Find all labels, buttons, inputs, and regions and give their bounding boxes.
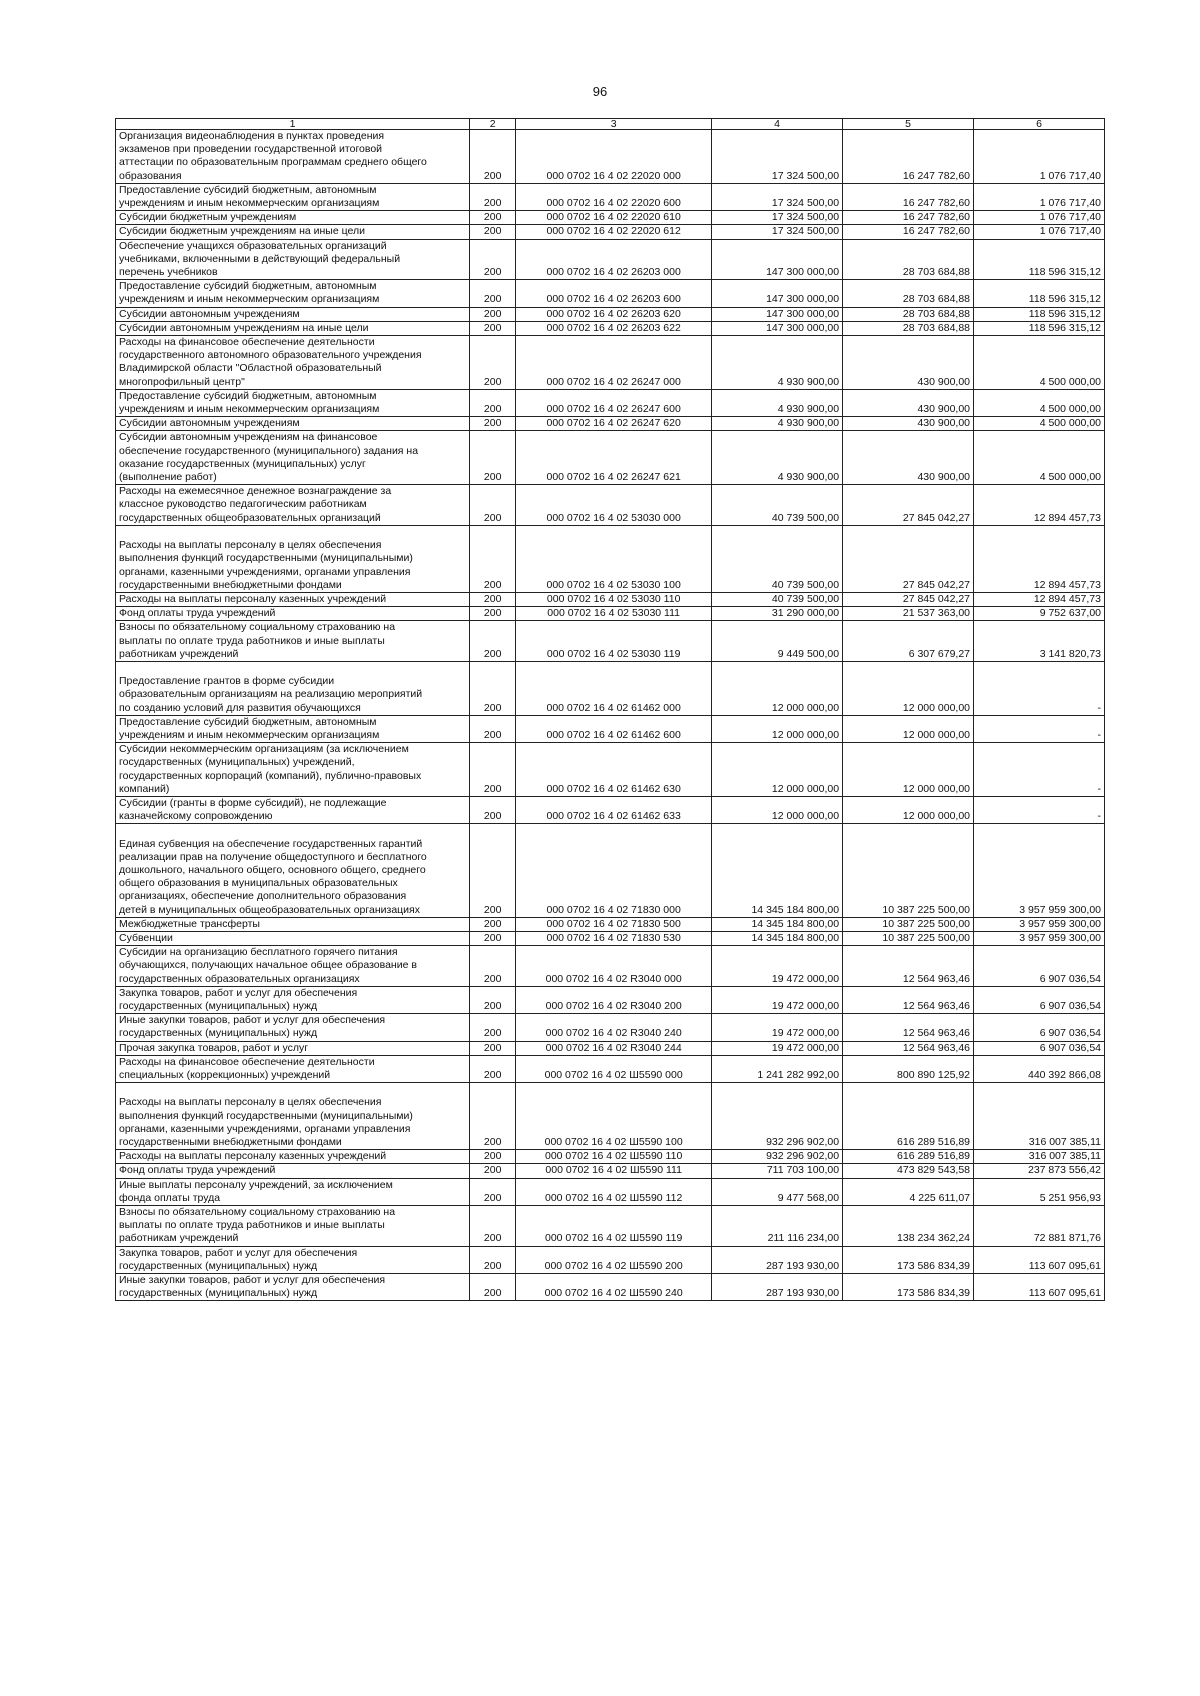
planned-amount-cell: 4 930 900,00 bbox=[712, 417, 843, 431]
planned-amount-cell: 287 193 930,00 bbox=[712, 1274, 843, 1301]
unexecuted-amount-cell: 6 907 036,54 bbox=[974, 1014, 1105, 1041]
table-row bbox=[116, 607, 1105, 621]
executed-amount-cell: 27 845 042,27 bbox=[843, 592, 974, 606]
unexecuted-amount-cell: 316 007 385,11 bbox=[974, 1083, 1105, 1150]
unexecuted-amount-cell: - bbox=[974, 796, 1105, 823]
budget-code-cell: 000 0702 16 4 02 53030 111 bbox=[516, 607, 712, 621]
executed-amount-cell: 10 387 225 500,00 bbox=[843, 824, 974, 917]
table-row bbox=[116, 986, 1105, 1013]
table-row bbox=[116, 389, 1105, 416]
executed-amount-cell: 21 537 363,00 bbox=[843, 607, 974, 621]
table-row bbox=[116, 431, 1105, 485]
budget-code-cell: 000 0702 16 4 02 26203 622 bbox=[516, 321, 712, 335]
admin-code-cell: 200 bbox=[470, 917, 516, 931]
budget-code-cell: 000 0702 16 4 02 R3040 200 bbox=[516, 986, 712, 1013]
row-name-cell: Предоставление субсидий бюджетным, автономным учреждениям и иным некоммерческим организациям bbox=[116, 280, 470, 307]
table-row bbox=[116, 661, 1105, 715]
table-row bbox=[116, 796, 1105, 823]
table-row bbox=[116, 130, 1105, 184]
table-row bbox=[116, 1206, 1105, 1247]
planned-amount-cell: 147 300 000,00 bbox=[712, 321, 843, 335]
row-name-cell: Расходы на выплаты персоналу в целях обеспечения выполнения функций государственными (муниципальными) органами, казенными учреждениями, органами управления государственными внебюджетными фондами bbox=[116, 1083, 470, 1150]
admin-code-cell: 200 bbox=[470, 485, 516, 526]
budget-code-cell: 000 0702 16 4 02 26247 000 bbox=[516, 336, 712, 390]
executed-amount-cell: 173 586 834,39 bbox=[843, 1246, 974, 1273]
row-name-cell: Фонд оплаты труда учреждений bbox=[116, 607, 470, 621]
planned-amount-cell: 1 241 282 992,00 bbox=[712, 1055, 843, 1082]
unexecuted-amount-cell: 4 500 000,00 bbox=[974, 336, 1105, 390]
planned-amount-cell: 17 324 500,00 bbox=[712, 183, 843, 210]
executed-amount-cell: 27 845 042,27 bbox=[843, 525, 974, 592]
header-cell-2: 2 bbox=[470, 119, 516, 130]
row-name-cell: Расходы на финансовое обеспечение деятельности государственного автономного образовательного учреждения Владимирской области "Областной образовательный многопрофильный центр" bbox=[116, 336, 470, 390]
table-row bbox=[116, 417, 1105, 431]
executed-amount-cell: 473 829 543,58 bbox=[843, 1164, 974, 1178]
budget-code-cell: 000 0702 16 4 02 R3040 000 bbox=[516, 946, 712, 987]
table-row bbox=[116, 946, 1105, 987]
unexecuted-amount-cell: 12 894 457,73 bbox=[974, 485, 1105, 526]
planned-amount-cell: 17 324 500,00 bbox=[712, 130, 843, 184]
table-row bbox=[116, 931, 1105, 945]
row-name-cell: Субсидии автономным учреждениям bbox=[116, 307, 470, 321]
table-row bbox=[116, 225, 1105, 239]
table-row bbox=[116, 1246, 1105, 1273]
planned-amount-cell: 19 472 000,00 bbox=[712, 1014, 843, 1041]
admin-code-cell: 200 bbox=[470, 1206, 516, 1247]
admin-code-cell: 200 bbox=[470, 592, 516, 606]
budget-code-cell: 000 0702 16 4 02 22020 610 bbox=[516, 211, 712, 225]
budget-code-cell: 000 0702 16 4 02 26203 600 bbox=[516, 280, 712, 307]
budget-code-cell: 000 0702 16 4 02 53030 000 bbox=[516, 485, 712, 526]
unexecuted-amount-cell: 4 500 000,00 bbox=[974, 389, 1105, 416]
budget-code-cell: 000 0702 16 4 02 Ш5590 100 bbox=[516, 1083, 712, 1150]
budget-code-cell: 000 0702 16 4 02 Ш5590 200 bbox=[516, 1246, 712, 1273]
planned-amount-cell: 14 345 184 800,00 bbox=[712, 824, 843, 917]
budget-code-cell: 000 0702 16 4 02 61462 600 bbox=[516, 715, 712, 742]
row-name-cell: Расходы на ежемесячное денежное вознаграждение за классное руководство педагогическим работникам государственных общеобразовательных организаций bbox=[116, 485, 470, 526]
executed-amount-cell: 6 307 679,27 bbox=[843, 621, 974, 662]
unexecuted-amount-cell: 12 894 457,73 bbox=[974, 592, 1105, 606]
row-name-cell: Единая субвенция на обеспечение государственных гарантий реализации прав на получение общедоступного и бесплатного дошкольного, начального общего, основного общего, среднего общего образования в муниципальных образовательных организациях, обеспечение дополнительного образования детей в муниципальных общеобразовательных организациях bbox=[116, 824, 470, 917]
row-name-cell: Субсидии автономным учреждениям bbox=[116, 417, 470, 431]
admin-code-cell: 200 bbox=[470, 307, 516, 321]
budget-code-cell: 000 0702 16 4 02 61462 630 bbox=[516, 743, 712, 797]
executed-amount-cell: 12 564 963,46 bbox=[843, 946, 974, 987]
admin-code-cell: 200 bbox=[470, 621, 516, 662]
budget-code-cell: 000 0702 16 4 02 R3040 244 bbox=[516, 1041, 712, 1055]
planned-amount-cell: 147 300 000,00 bbox=[712, 239, 843, 280]
planned-amount-cell: 12 000 000,00 bbox=[712, 715, 843, 742]
budget-code-cell: 000 0702 16 4 02 71830 530 bbox=[516, 931, 712, 945]
row-name-cell: Иные закупки товаров, работ и услуг для обеспечения государственных (муниципальных) нужд bbox=[116, 1274, 470, 1301]
admin-code-cell: 200 bbox=[470, 431, 516, 485]
planned-amount-cell: 147 300 000,00 bbox=[712, 307, 843, 321]
executed-amount-cell: 430 900,00 bbox=[843, 336, 974, 390]
planned-amount-cell: 12 000 000,00 bbox=[712, 661, 843, 715]
executed-amount-cell: 12 000 000,00 bbox=[843, 661, 974, 715]
unexecuted-amount-cell: 316 007 385,11 bbox=[974, 1150, 1105, 1164]
executed-amount-cell: 4 225 611,07 bbox=[843, 1178, 974, 1205]
planned-amount-cell: 14 345 184 800,00 bbox=[712, 917, 843, 931]
row-name-cell: Закупка товаров, работ и услуг для обеспечения государственных (муниципальных) нужд bbox=[116, 1246, 470, 1273]
unexecuted-amount-cell: 1 076 717,40 bbox=[974, 225, 1105, 239]
unexecuted-amount-cell: 3 141 820,73 bbox=[974, 621, 1105, 662]
row-name-cell: Расходы на выплаты персоналу казенных учреждений bbox=[116, 1150, 470, 1164]
budget-code-cell: 000 0702 16 4 02 61462 633 bbox=[516, 796, 712, 823]
executed-amount-cell: 12 000 000,00 bbox=[843, 743, 974, 797]
table-row bbox=[116, 743, 1105, 797]
executed-amount-cell: 430 900,00 bbox=[843, 417, 974, 431]
executed-amount-cell: 12 564 963,46 bbox=[843, 986, 974, 1013]
table-row bbox=[116, 183, 1105, 210]
planned-amount-cell: 19 472 000,00 bbox=[712, 946, 843, 987]
admin-code-cell: 200 bbox=[470, 1246, 516, 1273]
unexecuted-amount-cell: 118 596 315,12 bbox=[974, 321, 1105, 335]
admin-code-cell: 200 bbox=[470, 986, 516, 1013]
unexecuted-amount-cell: 6 907 036,54 bbox=[974, 986, 1105, 1013]
table-row bbox=[116, 1178, 1105, 1205]
planned-amount-cell: 4 930 900,00 bbox=[712, 389, 843, 416]
admin-code-cell: 200 bbox=[470, 1041, 516, 1055]
admin-code-cell: 200 bbox=[470, 661, 516, 715]
budget-code-cell: 000 0702 16 4 02 Ш5590 112 bbox=[516, 1178, 712, 1205]
row-name-cell: Субсидии некоммерческим организациям (за исключением государственных (муниципальных) учреждений, государственных корпораций (компаний), публично-правовых компаний) bbox=[116, 743, 470, 797]
planned-amount-cell: 31 290 000,00 bbox=[712, 607, 843, 621]
table-row bbox=[116, 321, 1105, 335]
planned-amount-cell: 711 703 100,00 bbox=[712, 1164, 843, 1178]
budget-code-cell: 000 0702 16 4 02 26247 620 bbox=[516, 417, 712, 431]
planned-amount-cell: 9 477 568,00 bbox=[712, 1178, 843, 1205]
executed-amount-cell: 800 890 125,92 bbox=[843, 1055, 974, 1082]
executed-amount-cell: 430 900,00 bbox=[843, 389, 974, 416]
budget-code-cell: 000 0702 16 4 02 61462 000 bbox=[516, 661, 712, 715]
unexecuted-amount-cell: - bbox=[974, 743, 1105, 797]
budget-code-cell: 000 0702 16 4 02 26203 000 bbox=[516, 239, 712, 280]
executed-amount-cell: 28 703 684,88 bbox=[843, 280, 974, 307]
executed-amount-cell: 173 586 834,39 bbox=[843, 1274, 974, 1301]
admin-code-cell: 200 bbox=[470, 389, 516, 416]
budget-code-cell: 000 0702 16 4 02 26247 621 bbox=[516, 431, 712, 485]
budget-code-cell: 000 0702 16 4 02 Ш5590 111 bbox=[516, 1164, 712, 1178]
admin-code-cell: 200 bbox=[470, 1083, 516, 1150]
budget-code-cell: 000 0702 16 4 02 53030 100 bbox=[516, 525, 712, 592]
table-row bbox=[116, 824, 1105, 917]
table-row bbox=[116, 307, 1105, 321]
planned-amount-cell: 12 000 000,00 bbox=[712, 743, 843, 797]
unexecuted-amount-cell: 3 957 959 300,00 bbox=[974, 824, 1105, 917]
column-number-header-row bbox=[116, 119, 1105, 130]
header-cell-3: 3 bbox=[516, 119, 712, 130]
table-row bbox=[116, 336, 1105, 390]
row-name-cell: Расходы на выплаты персоналу в целях обеспечения выполнения функций государственными (муниципальными) органами, казенными учреждениями, органами управления государственными внебюджетными фондами bbox=[116, 525, 470, 592]
unexecuted-amount-cell: - bbox=[974, 715, 1105, 742]
row-name-cell: Субсидии бюджетным учреждениям на иные цели bbox=[116, 225, 470, 239]
admin-code-cell: 200 bbox=[470, 931, 516, 945]
row-name-cell: Предоставление субсидий бюджетным, автономным учреждениям и иным некоммерческим организациям bbox=[116, 389, 470, 416]
admin-code-cell: 200 bbox=[470, 239, 516, 280]
admin-code-cell: 200 bbox=[470, 715, 516, 742]
table-row bbox=[116, 715, 1105, 742]
executed-amount-cell: 12 000 000,00 bbox=[843, 715, 974, 742]
executed-amount-cell: 28 703 684,88 bbox=[843, 321, 974, 335]
planned-amount-cell: 4 930 900,00 bbox=[712, 336, 843, 390]
executed-amount-cell: 616 289 516,89 bbox=[843, 1083, 974, 1150]
budget-code-cell: 000 0702 16 4 02 22020 600 bbox=[516, 183, 712, 210]
budget-code-cell: 000 0702 16 4 02 71830 500 bbox=[516, 917, 712, 931]
unexecuted-amount-cell: 3 957 959 300,00 bbox=[974, 931, 1105, 945]
planned-amount-cell: 14 345 184 800,00 bbox=[712, 931, 843, 945]
planned-amount-cell: 12 000 000,00 bbox=[712, 796, 843, 823]
budget-code-cell: 000 0702 16 4 02 26247 600 bbox=[516, 389, 712, 416]
planned-amount-cell: 9 449 500,00 bbox=[712, 621, 843, 662]
header-cell-6: 6 bbox=[974, 119, 1105, 130]
budget-code-cell: 000 0702 16 4 02 Ш5590 000 bbox=[516, 1055, 712, 1082]
budget-code-cell: 000 0702 16 4 02 26203 620 bbox=[516, 307, 712, 321]
planned-amount-cell: 17 324 500,00 bbox=[712, 211, 843, 225]
unexecuted-amount-cell: 237 873 556,42 bbox=[974, 1164, 1105, 1178]
executed-amount-cell: 616 289 516,89 bbox=[843, 1150, 974, 1164]
admin-code-cell: 200 bbox=[470, 417, 516, 431]
budget-code-cell: 000 0702 16 4 02 53030 119 bbox=[516, 621, 712, 662]
admin-code-cell: 200 bbox=[470, 1178, 516, 1205]
executed-amount-cell: 16 247 782,60 bbox=[843, 183, 974, 210]
row-name-cell: Иные выплаты персоналу учреждений, за исключением фонда оплаты труда bbox=[116, 1178, 470, 1205]
row-name-cell: Субсидии (гранты в форме субсидий), не подлежащие казначейскому сопровождению bbox=[116, 796, 470, 823]
executed-amount-cell: 430 900,00 bbox=[843, 431, 974, 485]
executed-amount-cell: 16 247 782,60 bbox=[843, 130, 974, 184]
unexecuted-amount-cell: 9 752 637,00 bbox=[974, 607, 1105, 621]
budget-code-cell: 000 0702 16 4 02 71830 000 bbox=[516, 824, 712, 917]
planned-amount-cell: 932 296 902,00 bbox=[712, 1150, 843, 1164]
executed-amount-cell: 16 247 782,60 bbox=[843, 211, 974, 225]
unexecuted-amount-cell: 118 596 315,12 bbox=[974, 307, 1105, 321]
planned-amount-cell: 211 116 234,00 bbox=[712, 1206, 843, 1247]
admin-code-cell: 200 bbox=[470, 824, 516, 917]
planned-amount-cell: 40 739 500,00 bbox=[712, 592, 843, 606]
unexecuted-amount-cell: 1 076 717,40 bbox=[974, 130, 1105, 184]
row-name-cell: Субсидии автономным учреждениям на иные цели bbox=[116, 321, 470, 335]
row-name-cell: Иные закупки товаров, работ и услуг для обеспечения государственных (муниципальных) нужд bbox=[116, 1014, 470, 1041]
executed-amount-cell: 12 564 963,46 bbox=[843, 1041, 974, 1055]
admin-code-cell: 200 bbox=[470, 1274, 516, 1301]
row-name-cell: Межбюджетные трансферты bbox=[116, 917, 470, 931]
admin-code-cell: 200 bbox=[470, 1164, 516, 1178]
executed-amount-cell: 10 387 225 500,00 bbox=[843, 917, 974, 931]
row-name-cell: Взносы по обязательному социальному страхованию на выплаты по оплате труда работников и иные выплаты работникам учреждений bbox=[116, 621, 470, 662]
header-cell-4: 4 bbox=[712, 119, 843, 130]
row-name-cell: Предоставление субсидий бюджетным, автономным учреждениям и иным некоммерческим организациям bbox=[116, 183, 470, 210]
admin-code-cell: 200 bbox=[470, 946, 516, 987]
executed-amount-cell: 27 845 042,27 bbox=[843, 485, 974, 526]
admin-code-cell: 200 bbox=[470, 1150, 516, 1164]
table-row bbox=[116, 280, 1105, 307]
unexecuted-amount-cell: 4 500 000,00 bbox=[974, 431, 1105, 485]
unexecuted-amount-cell: 1 076 717,40 bbox=[974, 183, 1105, 210]
executed-amount-cell: 16 247 782,60 bbox=[843, 225, 974, 239]
budget-code-cell: 000 0702 16 4 02 53030 110 bbox=[516, 592, 712, 606]
table-row bbox=[116, 525, 1105, 592]
budget-code-cell: 000 0702 16 4 02 Ш5590 240 bbox=[516, 1274, 712, 1301]
table-row bbox=[116, 239, 1105, 280]
table-row bbox=[116, 211, 1105, 225]
budget-code-cell: 000 0702 16 4 02 Ш5590 110 bbox=[516, 1150, 712, 1164]
row-name-cell: Взносы по обязательному социальному страхованию на выплаты по оплате труда работников и иные выплаты работникам учреждений bbox=[116, 1206, 470, 1247]
row-name-cell: Предоставление субсидий бюджетным, автономным учреждениям и иным некоммерческим организациям bbox=[116, 715, 470, 742]
admin-code-cell: 200 bbox=[470, 130, 516, 184]
budget-code-cell: 000 0702 16 4 02 Ш5590 119 bbox=[516, 1206, 712, 1247]
row-name-cell: Расходы на финансовое обеспечение деятельности специальных (коррекционных) учреждений bbox=[116, 1055, 470, 1082]
admin-code-cell: 200 bbox=[470, 743, 516, 797]
row-name-cell: Субсидии автономным учреждениям на финансовое обеспечение государственного (муниципального) задания на оказание государственных (муниципальных) услуг (выполнение работ) bbox=[116, 431, 470, 485]
row-name-cell: Субсидии бюджетным учреждениям bbox=[116, 211, 470, 225]
table-row bbox=[116, 1274, 1105, 1301]
table-row bbox=[116, 1041, 1105, 1055]
unexecuted-amount-cell: 3 957 959 300,00 bbox=[974, 917, 1105, 931]
unexecuted-amount-cell: 4 500 000,00 bbox=[974, 417, 1105, 431]
row-name-cell: Прочая закупка товаров, работ и услуг bbox=[116, 1041, 470, 1055]
admin-code-cell: 200 bbox=[470, 280, 516, 307]
unexecuted-amount-cell: 6 907 036,54 bbox=[974, 946, 1105, 987]
row-name-cell: Организация видеонаблюдения в пунктах проведения экзаменов при проведении государственной итоговой аттестации по образовательным программам среднего общего образования bbox=[116, 130, 470, 184]
admin-code-cell: 200 bbox=[470, 211, 516, 225]
planned-amount-cell: 40 739 500,00 bbox=[712, 525, 843, 592]
budget-code-cell: 000 0702 16 4 02 22020 000 bbox=[516, 130, 712, 184]
row-name-cell: Предоставление грантов в форме субсидии образовательным организациям на реализацию мероприятий по созданию условий для развития обучающихся bbox=[116, 661, 470, 715]
unexecuted-amount-cell: 118 596 315,12 bbox=[974, 280, 1105, 307]
unexecuted-amount-cell: 440 392 866,08 bbox=[974, 1055, 1105, 1082]
executed-amount-cell: 28 703 684,88 bbox=[843, 239, 974, 280]
unexecuted-amount-cell: 6 907 036,54 bbox=[974, 1041, 1105, 1055]
planned-amount-cell: 17 324 500,00 bbox=[712, 225, 843, 239]
executed-amount-cell: 28 703 684,88 bbox=[843, 307, 974, 321]
planned-amount-cell: 932 296 902,00 bbox=[712, 1083, 843, 1150]
table-row bbox=[116, 592, 1105, 606]
row-name-cell: Закупка товаров, работ и услуг для обеспечения государственных (муниципальных) нужд bbox=[116, 986, 470, 1013]
executed-amount-cell: 12 564 963,46 bbox=[843, 1014, 974, 1041]
table-row bbox=[116, 1014, 1105, 1041]
planned-amount-cell: 19 472 000,00 bbox=[712, 986, 843, 1013]
planned-amount-cell: 19 472 000,00 bbox=[712, 1041, 843, 1055]
planned-amount-cell: 287 193 930,00 bbox=[712, 1246, 843, 1273]
page-number: 96 bbox=[592, 84, 608, 99]
table-row bbox=[116, 621, 1105, 662]
budget-code-cell: 000 0702 16 4 02 22020 612 bbox=[516, 225, 712, 239]
admin-code-cell: 200 bbox=[470, 336, 516, 390]
table-row bbox=[116, 1055, 1105, 1082]
executed-amount-cell: 10 387 225 500,00 bbox=[843, 931, 974, 945]
admin-code-cell: 200 bbox=[470, 1055, 516, 1082]
admin-code-cell: 200 bbox=[470, 1014, 516, 1041]
table-row bbox=[116, 1150, 1105, 1164]
budget-code-cell: 000 0702 16 4 02 R3040 240 bbox=[516, 1014, 712, 1041]
row-name-cell: Фонд оплаты труда учреждений bbox=[116, 1164, 470, 1178]
executed-amount-cell: 138 234 362,24 bbox=[843, 1206, 974, 1247]
executed-amount-cell: 12 000 000,00 bbox=[843, 796, 974, 823]
header-cell-5: 5 bbox=[843, 119, 974, 130]
admin-code-cell: 200 bbox=[470, 225, 516, 239]
unexecuted-amount-cell: 12 894 457,73 bbox=[974, 525, 1105, 592]
table-row bbox=[116, 485, 1105, 526]
row-name-cell: Обеспечение учащихся образовательных организаций учебниками, включенными в действующий федеральный перечень учебников bbox=[116, 239, 470, 280]
admin-code-cell: 200 bbox=[470, 796, 516, 823]
unexecuted-amount-cell: 5 251 956,93 bbox=[974, 1178, 1105, 1205]
unexecuted-amount-cell: 118 596 315,12 bbox=[974, 239, 1105, 280]
table-row bbox=[116, 1164, 1105, 1178]
table-row bbox=[116, 917, 1105, 931]
unexecuted-amount-cell: - bbox=[974, 661, 1105, 715]
header-cell-1: 1 bbox=[116, 119, 470, 130]
row-name-cell: Расходы на выплаты персоналу казенных учреждений bbox=[116, 592, 470, 606]
unexecuted-amount-cell: 1 076 717,40 bbox=[974, 211, 1105, 225]
table-row bbox=[116, 1083, 1105, 1150]
row-name-cell: Субсидии на организацию бесплатного горячего питания обучающихся, получающих начальное общее образование в государственных образовательных организациях bbox=[116, 946, 470, 987]
unexecuted-amount-cell: 113 607 095,61 bbox=[974, 1274, 1105, 1301]
admin-code-cell: 200 bbox=[470, 321, 516, 335]
admin-code-cell: 200 bbox=[470, 607, 516, 621]
unexecuted-amount-cell: 72 881 871,76 bbox=[974, 1206, 1105, 1247]
row-name-cell: Субвенции bbox=[116, 931, 470, 945]
unexecuted-amount-cell: 113 607 095,61 bbox=[974, 1246, 1105, 1273]
planned-amount-cell: 147 300 000,00 bbox=[712, 280, 843, 307]
admin-code-cell: 200 bbox=[470, 525, 516, 592]
planned-amount-cell: 40 739 500,00 bbox=[712, 485, 843, 526]
budget-execution-table bbox=[115, 118, 1105, 1301]
planned-amount-cell: 4 930 900,00 bbox=[712, 431, 843, 485]
admin-code-cell: 200 bbox=[470, 183, 516, 210]
